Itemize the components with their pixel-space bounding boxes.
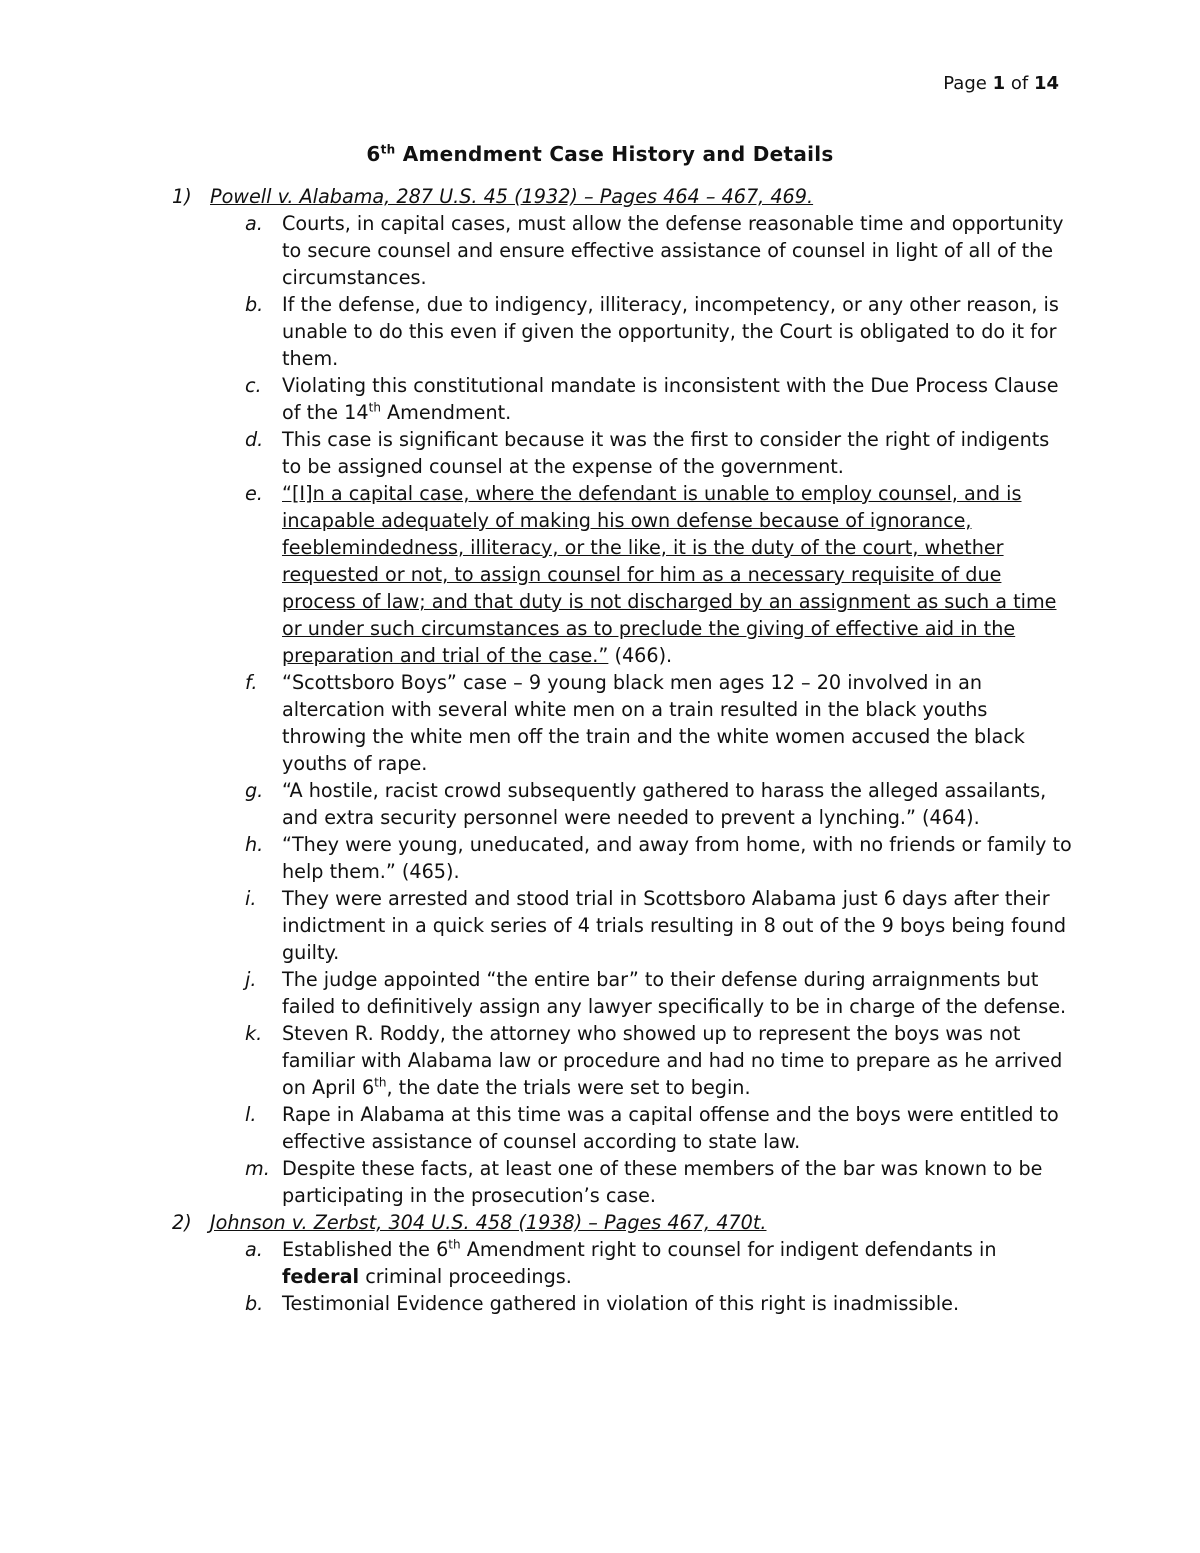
list-item: [172, 1236, 1072, 1290]
list-item: [172, 885, 1072, 966]
case-number: 2): [172, 1211, 192, 1234]
page-number: [943, 72, 1059, 96]
item-letter: g.: [245, 779, 264, 802]
list-item: [172, 372, 1072, 426]
item-text: Courts, in capital cases, must allow the defense reasonable time and opportunity to secure counsel and ensure effective assistance of counsel in light of all of the circumstances.: [282, 212, 1064, 289]
list-item: [172, 831, 1072, 885]
item-letter: a.: [245, 212, 263, 235]
item-letter: j.: [245, 968, 257, 991]
case-johnson: [172, 1209, 1072, 1236]
case-heading: Johnson v. Zerbst, 304 U.S. 458 (1938) – Pages 467, 470t.: [210, 1211, 767, 1234]
case-heading: Powell v. Alabama, 287 U.S. 45 (1932) – Pages 464 – 467, 469.: [210, 185, 814, 208]
item-text: Amendment.: [380, 401, 512, 424]
item-text: “They were young, uneducated, and away from home, with no friends or family to help them.” (465).: [282, 833, 1072, 883]
item-letter: h.: [245, 833, 264, 856]
list-item: [172, 426, 1072, 480]
item-superscript: th: [448, 1237, 461, 1252]
item-citation: (466).: [608, 644, 673, 667]
list-item: [172, 1290, 1072, 1317]
document-title: [0, 140, 1200, 168]
list-item: [172, 480, 1072, 669]
case-number: 1): [172, 185, 192, 208]
list-item: [172, 291, 1072, 372]
list-item: [172, 1155, 1072, 1209]
item-text: Despite these facts, at least one of these members of the bar was known to be participating in the prosecution’s case.: [282, 1157, 1043, 1207]
item-quote: “[I]n a capital case, where the defendant is unable to employ counsel, and is incapable adequately of making his own defense because of ignorance, feeblemindedness, illiteracy, or the like, it is the duty of the court, whether requested or not, to assign counsel for him as a necessary requisite of due process of law; and that duty is not discharged by an assignment as such a time or under such circumstances as to preclude the giving of effective aid in the preparation and trial of the case.”: [282, 482, 1057, 667]
item-letter: b.: [245, 1292, 264, 1315]
item-superscript: th: [368, 400, 381, 415]
title-prefix: 6: [366, 142, 381, 166]
item-letter: i.: [245, 887, 257, 910]
item-text: “A hostile, racist crowd subsequently gathered to harass the alleged assailants, and extra security personnel were needed to prevent a lynching.” (464).: [282, 779, 1047, 829]
item-text: If the defense, due to indigency, illiteracy, incompetency, or any other reason, is unable to do this even if given the opportunity, the Court is obligated to do it for them.: [282, 293, 1059, 370]
item-text: Established the 6: [282, 1238, 449, 1261]
item-text: Testimonial Evidence gathered in violation of this right is inadmissible.: [282, 1292, 960, 1315]
item-letter: f.: [245, 671, 258, 694]
item-letter: m.: [245, 1157, 270, 1180]
item-text: Rape in Alabama at this time was a capital offense and the boys were entitled to effective assistance of counsel according to state law.: [282, 1103, 1059, 1153]
document-body: [172, 183, 1072, 1317]
list-item: [172, 669, 1072, 777]
list-item: [172, 210, 1072, 291]
page-total: 14: [1033, 73, 1059, 94]
list-item: [172, 1020, 1072, 1101]
list-item: [172, 1101, 1072, 1155]
item-text: criminal proceedings.: [359, 1265, 572, 1288]
item-letter: l.: [245, 1103, 257, 1126]
item-letter: c.: [245, 374, 262, 397]
item-text: “Scottsboro Boys” case – 9 young black men ages 12 – 20 involved in an altercation with several white men on a train resulted in the black youths throwing the white men off the train and the white women accused the black youths of rape.: [282, 671, 1025, 775]
title-superscript: th: [380, 142, 396, 157]
page-current: 1: [992, 73, 1006, 94]
item-letter: k.: [245, 1022, 263, 1045]
item-text: , the date the trials were set to begin.: [386, 1076, 751, 1099]
item-letter: e.: [245, 482, 263, 505]
item-text: Steven R. Roddy, the attorney who showed up to represent the boys was not familiar with Alabama law or procedure and had no time to prepare as he arrived on April 6: [282, 1022, 1063, 1099]
list-item: [172, 777, 1072, 831]
item-letter: d.: [245, 428, 264, 451]
item-text: Amendment right to counsel for indigent defendants in: [460, 1238, 997, 1261]
list-item: [172, 966, 1072, 1020]
item-bold-text: federal: [282, 1265, 360, 1288]
item-text: This case is significant because it was the first to consider the right of indigents to be assigned counsel at the expense of the government.: [282, 428, 1050, 478]
item-text: They were arrested and stood trial in Scottsboro Alabama just 6 days after their indictment in a quick series of 4 trials resulting in 8 out of the 9 boys being found guilty.: [282, 887, 1067, 964]
item-text: Violating this constitutional mandate is inconsistent with the Due Process Clause of the 14: [282, 374, 1059, 424]
case-powell: [172, 183, 1072, 210]
item-superscript: th: [374, 1075, 387, 1090]
title-text: Amendment Case History and Details: [395, 142, 834, 166]
page-of-label: of: [1010, 73, 1029, 94]
item-text: The judge appointed “the entire bar” to their defense during arraignments but failed to definitively assign any lawyer specifically to be in charge of the defense.: [282, 968, 1067, 1018]
item-letter: b.: [245, 293, 264, 316]
page-label: Page: [943, 73, 987, 94]
item-letter: a.: [245, 1238, 263, 1261]
